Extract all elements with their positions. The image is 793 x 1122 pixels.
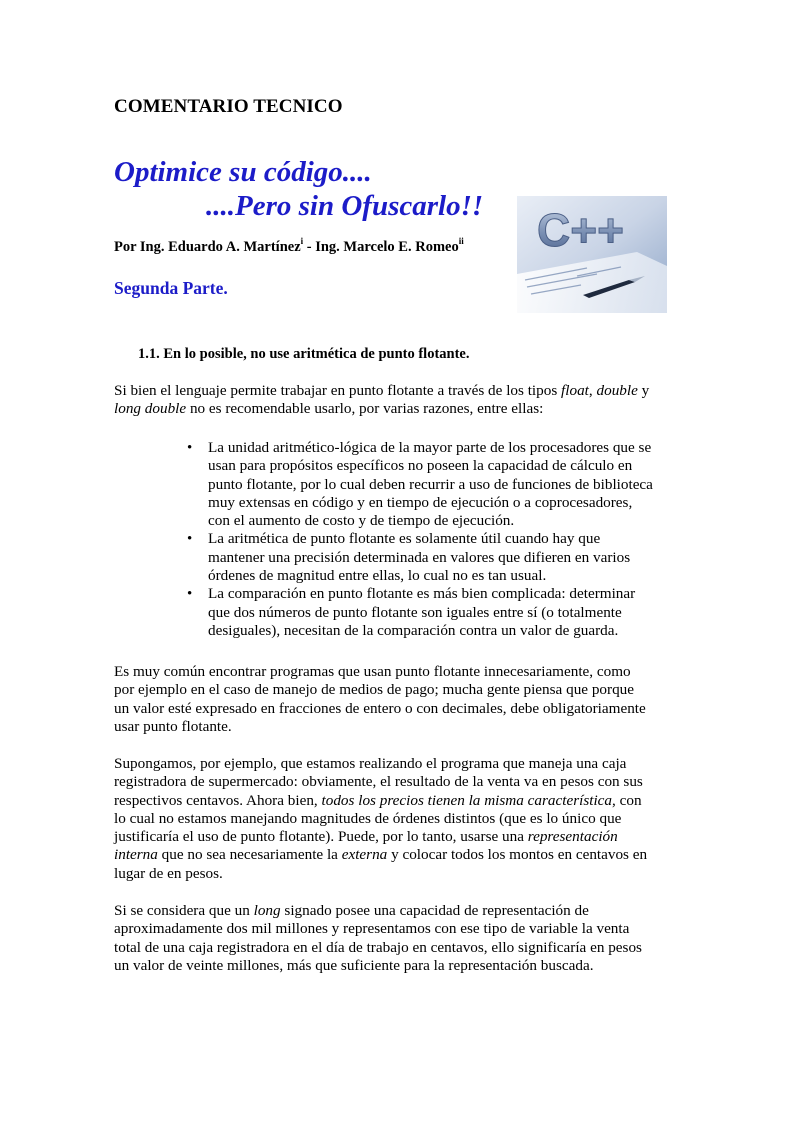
bullet-icon: • <box>187 440 193 456</box>
list-item: • La comparación en punto flotante es más bien complicada: determinar que dos números de punto flotante son iguales entre sí (o totalmente desiguales), necesitan de la comparación contra un valor de guarda. <box>187 585 636 639</box>
list-item: • La aritmética de punto flotante es solamente útil cuando hay que mantener una precisión determinada en valores que difieren en varios órdenes de magnitud entre ellas, lo cual no es tan usual. <box>187 530 631 585</box>
type-long-double: long double <box>114 400 187 418</box>
bullet-icon: • <box>187 586 193 603</box>
bullet-icon: • <box>187 531 193 548</box>
intro-line-1: Si bien el lenguaje permite trabajar en punto flotante a través de los tipos float, double y <box>114 382 650 399</box>
type-double: double <box>596 382 638 399</box>
byline <box>114 236 464 256</box>
reasons-list <box>184 439 684 640</box>
part-label: Segunda Parte. <box>114 278 228 298</box>
footnote-ref-ii[interactable]: ii <box>458 236 464 246</box>
title-line-2: ....Pero sin Ofuscarlo!! <box>206 190 484 222</box>
paragraph-2: Es muy común encontrar programas que usan punto flotante innecesariamente, como por ejemplo en el caso de manejo de medios de pago; mucha gente piensa que porque un valor esté expresado en fracciones de entero o con decimales, debe obligatoriamente usar punto flotante. <box>114 663 646 735</box>
paragraph-3: Supongamos, por ejemplo, que estamos realizando el programa que maneja una caja registradora de supermercado: obviamente, el resultado de la venta va en pesos con sus respectivos centavos. Ahora bien, todos los precios tienen la misma característica, con lo cual no estamos manejando magnitudes de órdenes distintos (que es lo único que justificaría el uso de punto flotante). Puede, por lo tanto, usarse una representación interna que no sea necesariamente la externa y colocar todos los montos en centavos en lugar de en pesos. <box>114 755 648 882</box>
section-label: COMENTARIO TECNICO <box>114 96 343 117</box>
list-item: • La unidad aritmético-lógica de la mayor parte de los procesadores que se usan para propósitos específicos no poseen la capacidad de cálculo en punto flotante, por lo cual deben recurrir a uso de funciones de biblioteca muy extensas en código y en tiempo de ejecución o a coprocesadores, con el aumento de costo y de tiempo de ejecución. <box>187 439 653 530</box>
section-heading: 1.1. En lo posible, no use aritmética de punto flotante. <box>138 346 470 362</box>
cpp-logo-text: C++ <box>537 204 624 256</box>
byline-author-2: - Ing. Marcelo E. Romeo <box>303 239 459 255</box>
title-line-1: Optimice su código.... <box>114 156 372 188</box>
intro-paragraph <box>114 382 694 419</box>
intro-line-2: long double no es recomendable usarlo, por varias razones, entre ellas: <box>114 400 544 418</box>
paragraph-4: Si se considera que un long signado posee una capacidad de representación de aproximadamente dos mil millones y representamos con ese tipo de variable la venta total de una caja registradora en el día de trabajo en centavos, ello significaría en pesos un valor de veinte millones, más que suficiente para la representación buscada. <box>114 902 642 974</box>
footnote-ref-i[interactable]: i <box>300 236 304 246</box>
byline-author-1: Por Ing. Eduardo A. Martínez <box>114 239 301 255</box>
cpp-logo-image <box>517 196 667 313</box>
type-float: float <box>561 382 589 399</box>
